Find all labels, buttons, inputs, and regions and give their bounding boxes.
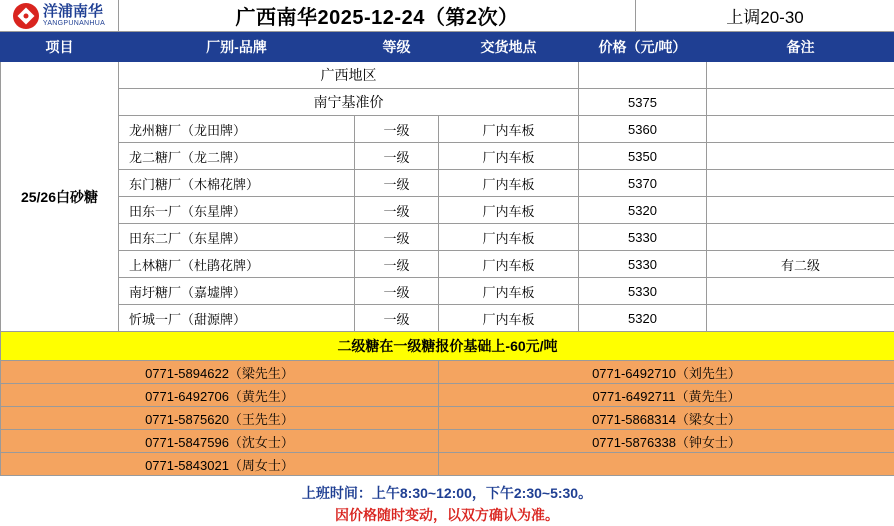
flower-logo-icon xyxy=(13,3,39,29)
row-place: 厂内车板 xyxy=(439,116,579,143)
table-row xyxy=(1,251,894,278)
table-row xyxy=(1,278,894,305)
row-grade: 一级 xyxy=(355,305,439,332)
column-header-remark: 备注 xyxy=(707,33,894,62)
column-header-grade: 等级 xyxy=(355,33,439,62)
contact-right xyxy=(439,453,894,476)
row-remark xyxy=(707,305,894,332)
row-grade: 一级 xyxy=(355,116,439,143)
row-price: 5330 xyxy=(579,251,707,278)
logo-chinese-name: 洋浦南华 xyxy=(42,2,103,20)
contact-left: 0771-5894622（梁先生） xyxy=(1,361,439,384)
row-brand: 上林糖厂（杜鹃花牌） xyxy=(119,251,355,278)
row-place: 厂内车板 xyxy=(439,305,579,332)
region-row xyxy=(1,62,894,89)
row-price: 5330 xyxy=(579,278,707,305)
row-price: 5370 xyxy=(579,170,707,197)
contact-row xyxy=(1,453,894,476)
column-header-place: 交货地点 xyxy=(439,33,579,62)
region-remark xyxy=(707,62,894,89)
notice-band-row xyxy=(1,332,894,361)
contact-right: 0771-5868314（梁女士） xyxy=(439,407,894,430)
row-place: 厂内车板 xyxy=(439,170,579,197)
sheet-title: 广西南华2025-12-24（第2次） xyxy=(119,0,636,31)
notice-band-text: 二级糖在一级糖报价基础上-60元/吨 xyxy=(1,332,894,361)
column-header-price: 价格（元/吨） xyxy=(579,33,707,62)
row-remark xyxy=(707,143,894,170)
contact-left: 0771-6492706（黄先生） xyxy=(1,384,439,407)
row-place: 厂内车板 xyxy=(439,143,579,170)
row-grade: 一级 xyxy=(355,278,439,305)
benchmark-row xyxy=(1,89,894,116)
table-row xyxy=(1,224,894,251)
row-place: 厂内车板 xyxy=(439,278,579,305)
table-row xyxy=(1,197,894,224)
working-hours-text: 上班时间：上午8:30~12:00，下午2:30~5:30。 xyxy=(301,485,593,501)
benchmark-label: 南宁基准价 xyxy=(119,89,579,116)
table-row xyxy=(1,143,894,170)
price-table xyxy=(0,32,894,476)
contact-left: 0771-5875620（王先生） xyxy=(1,407,439,430)
benchmark-remark xyxy=(707,89,894,116)
price-change-note: 上调20-30 xyxy=(726,8,804,27)
benchmark-price: 5375 xyxy=(579,89,707,116)
contact-row xyxy=(1,407,894,430)
contact-row xyxy=(1,430,894,453)
row-price: 5320 xyxy=(579,305,707,332)
row-remark xyxy=(707,278,894,305)
row-brand: 南圩糖厂（嘉墟牌） xyxy=(119,278,355,305)
column-header-item: 项目 xyxy=(1,33,119,62)
row-grade: 一级 xyxy=(355,224,439,251)
row-brand: 田东一厂（东星牌） xyxy=(119,197,355,224)
column-header-brand: 厂别-品牌 xyxy=(119,33,355,62)
row-brand: 田东二厂（东星牌） xyxy=(119,224,355,251)
row-price: 5330 xyxy=(579,224,707,251)
row-remark xyxy=(707,197,894,224)
region-label: 广西地区 xyxy=(119,62,579,89)
contact-left: 0771-5843021（周女士） xyxy=(1,453,439,476)
contact-left: 0771-5847596（沈女士） xyxy=(1,430,439,453)
row-remark xyxy=(707,116,894,143)
row-remark xyxy=(707,224,894,251)
row-price: 5360 xyxy=(579,116,707,143)
contact-right: 0771-5876338（钟女士） xyxy=(439,430,894,453)
row-brand: 龙州糖厂（龙田牌） xyxy=(119,116,355,143)
region-price xyxy=(579,62,707,89)
row-place: 厂内车板 xyxy=(439,251,579,278)
row-remark: 有二级 xyxy=(707,251,894,278)
row-grade: 一级 xyxy=(355,197,439,224)
table-row xyxy=(1,305,894,332)
row-place: 厂内车板 xyxy=(439,224,579,251)
row-brand: 龙二糖厂（龙二牌） xyxy=(119,143,355,170)
row-place: 厂内车板 xyxy=(439,197,579,224)
contact-right: 0771-6492711（黄先生） xyxy=(439,384,894,407)
price-disclaimer-text: 因价格随时变动，以双方确认为准。 xyxy=(335,507,559,523)
row-grade: 一级 xyxy=(355,170,439,197)
category-label: 25/26白砂糖 xyxy=(1,62,119,332)
row-price: 5320 xyxy=(579,197,707,224)
row-remark xyxy=(707,170,894,197)
row-price: 5350 xyxy=(579,143,707,170)
row-grade: 一级 xyxy=(355,143,439,170)
company-logo xyxy=(0,0,119,31)
contact-row xyxy=(1,361,894,384)
row-brand: 忻城一厂（甜源牌） xyxy=(119,305,355,332)
table-row xyxy=(1,116,894,143)
contact-right: 0771-6492710（刘先生） xyxy=(439,361,894,384)
sheet-footer xyxy=(0,482,894,526)
table-row xyxy=(1,170,894,197)
row-brand: 东门糖厂（木棉花牌） xyxy=(119,170,355,197)
contact-row xyxy=(1,384,894,407)
table-header-row xyxy=(1,33,894,62)
logo-pinyin-name: YANGPUNANHUA xyxy=(42,19,106,27)
row-grade: 一级 xyxy=(355,251,439,278)
sheet-header xyxy=(0,0,894,32)
